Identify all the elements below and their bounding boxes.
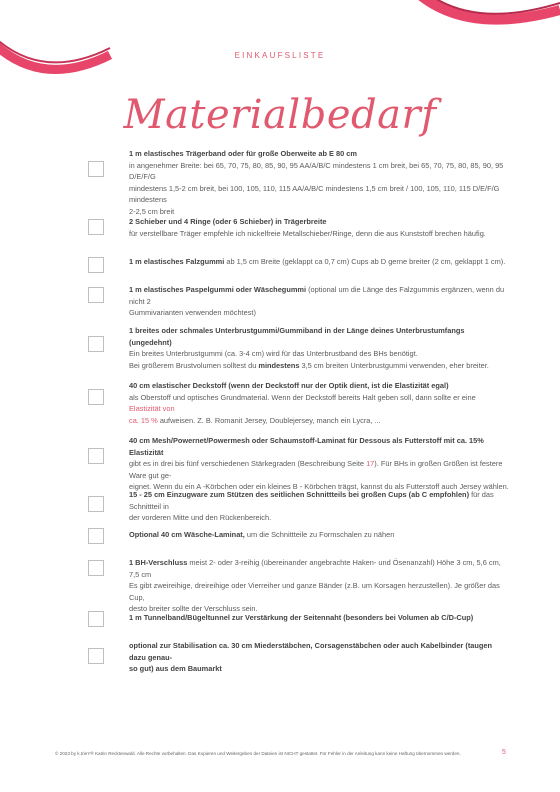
item-text: 1 breites oder schmales Unterbrustgummi/Gummiband in der Länge deines Unterbrustumfangs (ungedehnt) Ein breites Unterbrustgummi (ca. 3-4 cm) wird für das Unterbrustband des BHs benötigt. Bei größerem Brustvolumen solltest du mindestens 3,5 cm breiten Unterbrustgummi verwenden, eher breiter. [129, 326, 489, 370]
item-text: 2 Schieber und 4 Ringe (oder 6 Schieber) in Trägerbreite für verstellbare Träger empfehle ich nickelfreie Metallschieber/Ringe, denn die aus Kunststoff brechen häufig. [129, 217, 486, 238]
item-text: 1 m elastisches Falzgummi ab 1,5 cm Breite (geklappt ca 0,7 cm) Cups ab D gerne breiter (2 cm, geklappt 1 cm). [129, 257, 506, 266]
item-text: Optional 40 cm Wäsche-Laminat, um die Schnittteile zu Formschalen zu nähen [129, 530, 395, 539]
item-text: 1 BH-Verschluss meist 2- oder 3-reihig (übereinander angebrachte Haken- und Ösenanzahl) Höhe 3 cm, 5,6 cm, 7,5 cm Es gibt zweireihige, dreireihige oder Vierreiher und ganze Bänder (z.B. um Korsagen herzustellen). Je größer das Cup, desto breiter sollte der Verschluss sein. [129, 558, 501, 613]
item-text: 40 cm elastischer Deckstoff (wenn der Deckstoff nur der Optik dient, ist die Elastizität egal) als Oberstoff und optisches Grundmaterial. Wenn der Deckstoff bereits Halt geben soll, dann sollte er eine Elastizität von ca. 15 % aufweisen. Z. B. Romanit Jersey, Doublejersey, manch ein Lycra, ... [129, 381, 476, 425]
checkbox[interactable] [88, 611, 104, 627]
section-kicker: EINKAUFSLISTE [234, 51, 326, 60]
page-title: Materialbedarf [123, 92, 437, 138]
item-text: 15 - 25 cm Einzugware zum Stützen des seitlichen Schnittteils bei großen Cups (ab C empfohlen) für das Schnittteil in der vorderen Mitte und den Rückenbereich. [129, 490, 494, 522]
checkbox[interactable] [88, 560, 104, 576]
checkbox[interactable] [88, 648, 104, 664]
checkbox[interactable] [88, 287, 104, 303]
item-text: 1 m elastisches Paspelgummi oder Wäschegummi (optional um die Länge des Falzgummis ergänzen, wenn du nicht 2 Gummivarianten verwenden möchtest) [129, 285, 505, 317]
item-text: 40 cm Mesh/Powernet/Powermesh oder Schaumstoff-Laminat für Dessous als Futterstoff mit ca. 15% Elastizität gibt es in drei bis fünf verschiedenen Stärkegraden (Beschreibung Seite 17). Für BHs in großen Größen ist festere Ware gut ge- eignet. Wenn du ein A -Körbchen oder ein kleines B - Körbchen trägst, kannst du als Futterstoff auch Jersey wählen. [129, 436, 509, 491]
checkbox[interactable] [88, 496, 104, 512]
checkbox[interactable] [88, 161, 104, 177]
item-text: 1 m Tunnelband/Bügeltunnel zur Verstärkung der Seitennaht (besonders bei Volumen ab C/D-Cup) [129, 613, 474, 622]
checkbox[interactable] [88, 219, 104, 235]
checkbox[interactable] [88, 389, 104, 405]
item-text: 1 m elastisches Trägerband oder für große Oberweite ab E 80 cm in angenehmer Breite: bei 65, 70, 75, 80, 85, 90, 95 AA/A/B/C mindestens 1 cm breit, bei 65, 70, 75, 80, 85, 90, 95 D/E/F/G mindestens 1,5-2 cm breit, bei 100, 105, 110, 115 AA/A/B/C mindestens 1,5 cm breit / 100, 105, 110, 115 D/E/F/G mindestens 2-2,5 cm breit [129, 149, 504, 216]
item-text: optional zur Stabilisation ca. 30 cm Miederstäbchen, Corsagenstäbchen oder auch Kabelbinder (taugen dazu genau- so gut) aus dem Baumarkt [129, 641, 493, 673]
page-number: 5 [502, 749, 506, 756]
checkbox[interactable] [88, 448, 104, 464]
copyright-footer: © 2023 by k.trieY® Katrin Recktenwald. Alle Rechte vorbehalten. Das Kopieren und Weitergeben der Dateien ist NICHT gestattet. Für Fehler in der Anleitung kann keine Haftung übernommen werden. [55, 751, 461, 756]
checkbox[interactable] [88, 528, 104, 544]
checkbox[interactable] [88, 336, 104, 352]
measuring-tape-decoration [0, 0, 560, 90]
checkbox[interactable] [88, 257, 104, 273]
